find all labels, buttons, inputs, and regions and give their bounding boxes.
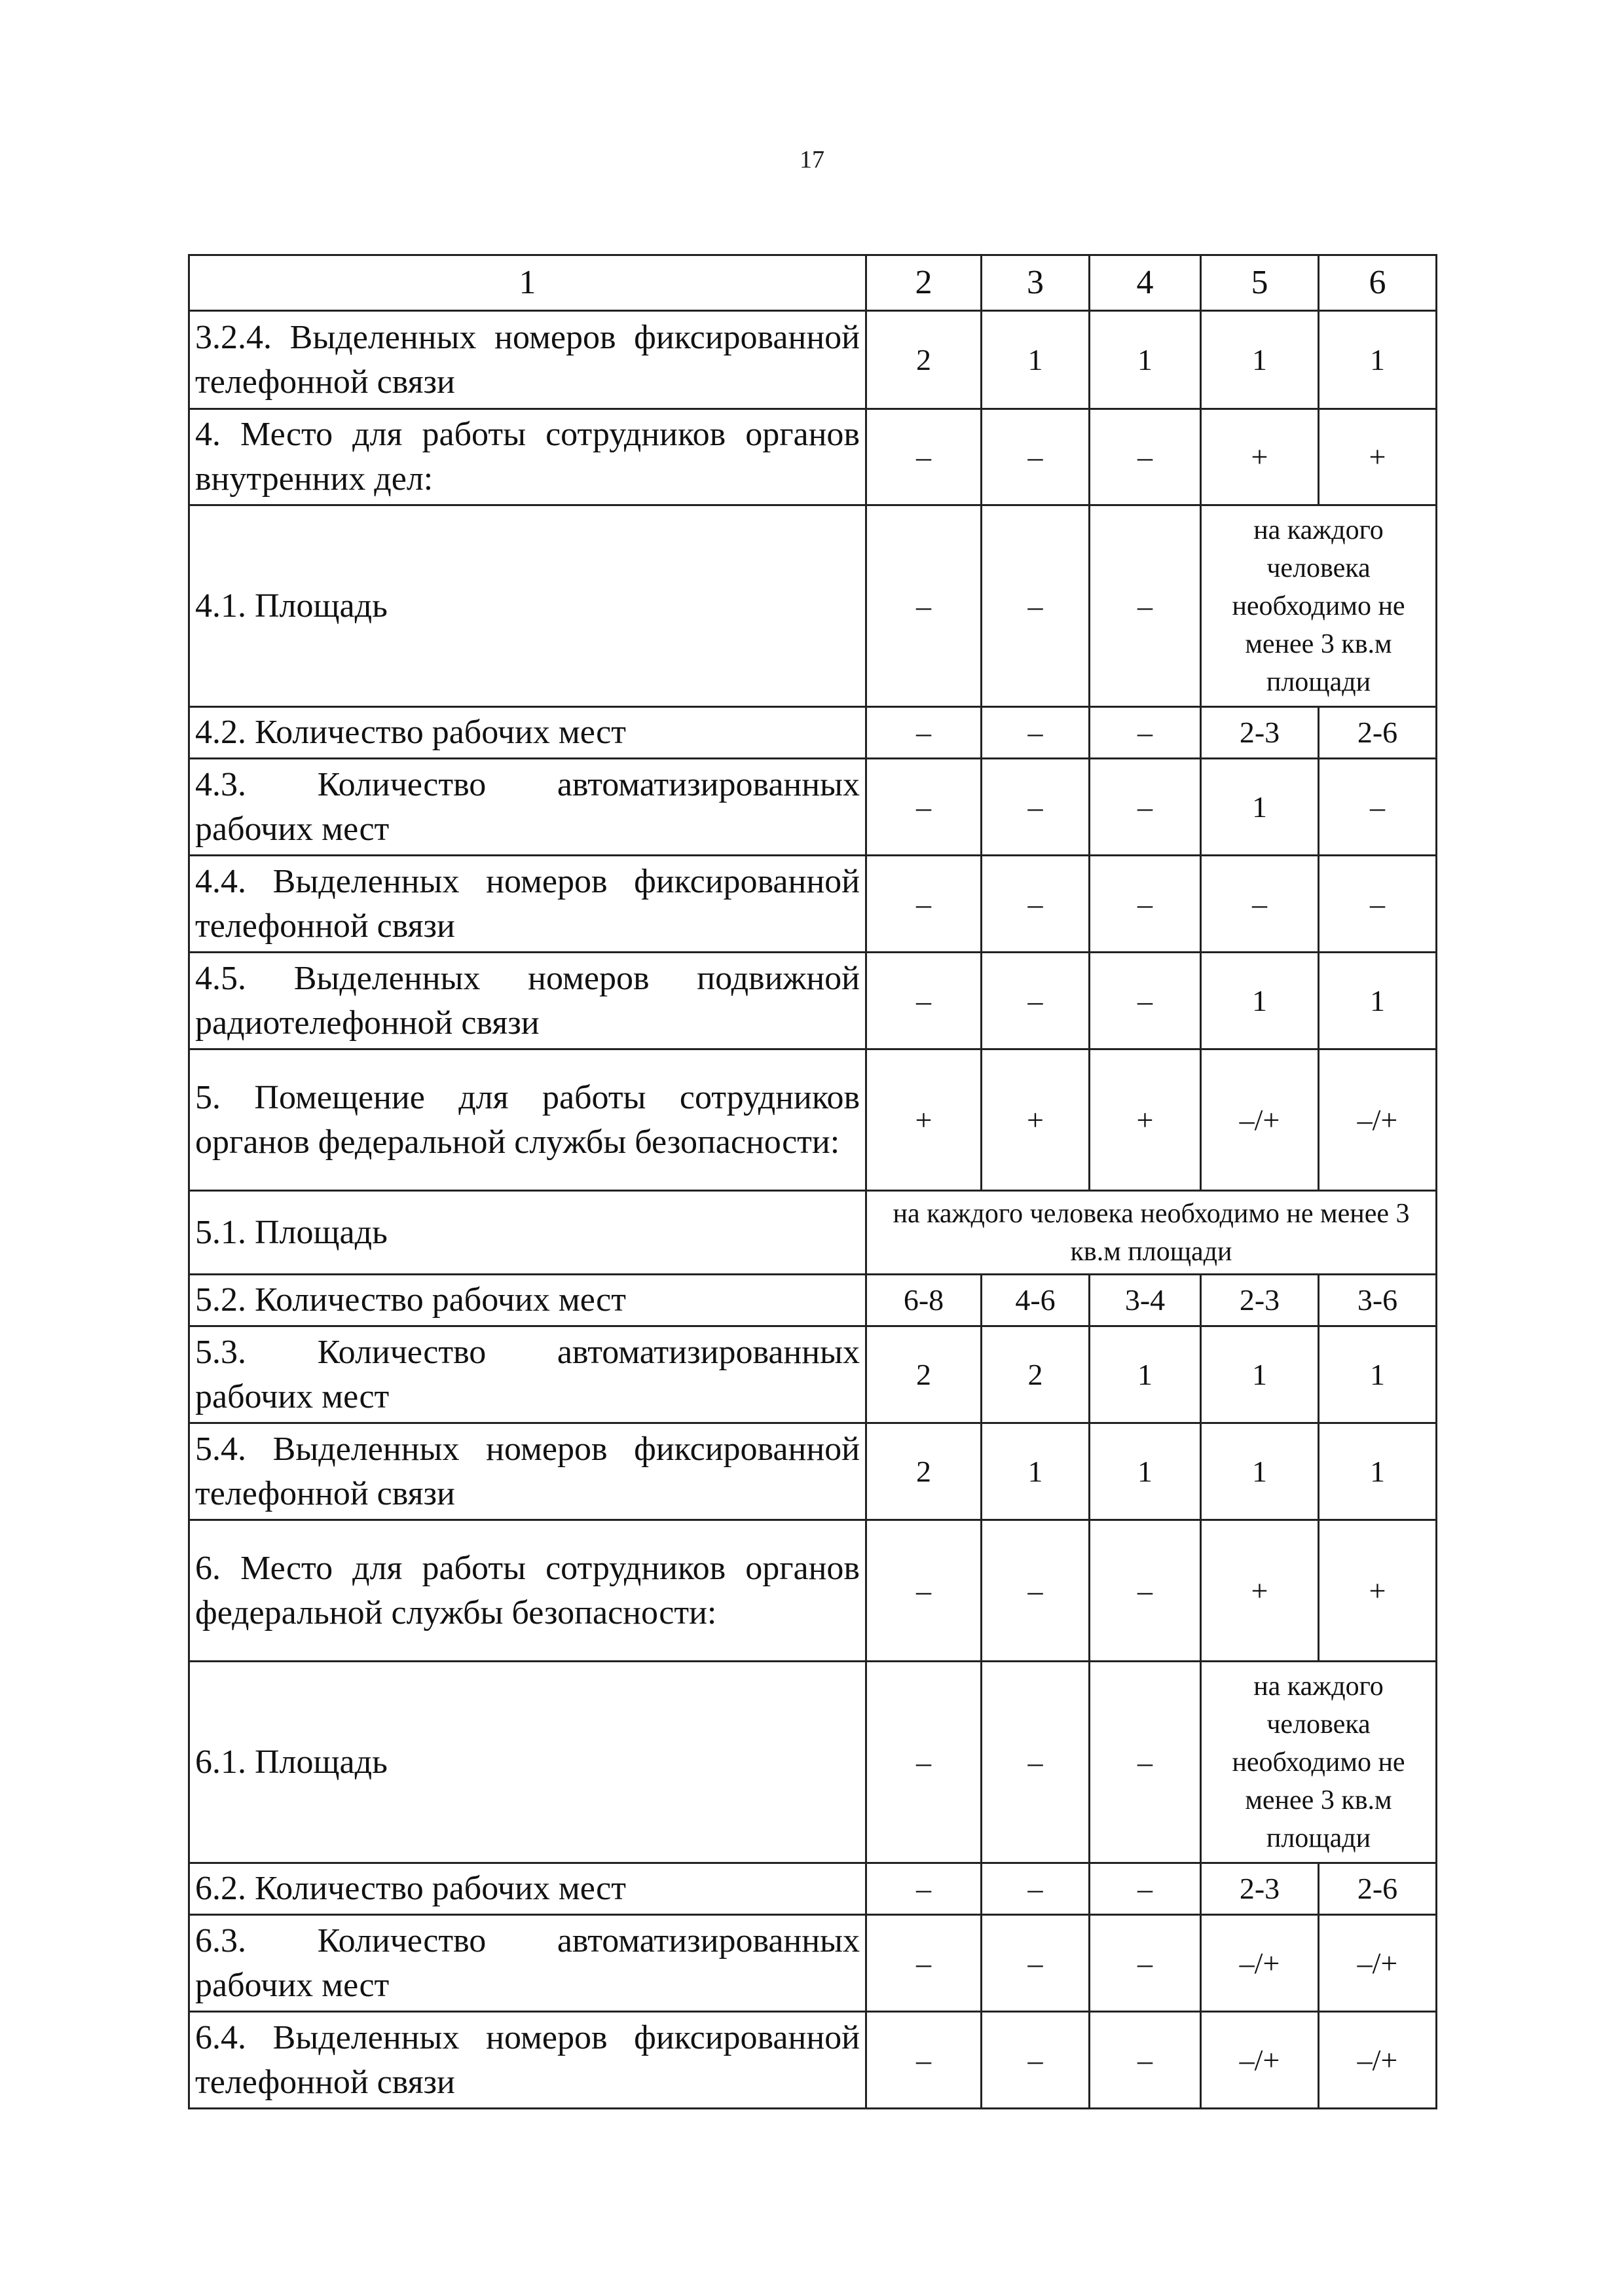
cell: –	[866, 953, 982, 1049]
row-label: 4.5. Выделенных номеров подвижной радиотелефонной связи	[189, 953, 866, 1049]
cell: –	[1090, 1915, 1201, 2012]
cell: 1	[1090, 1423, 1201, 1520]
cell: –	[982, 505, 1090, 707]
cell: 3-4	[1090, 1275, 1201, 1326]
cell: –	[1090, 707, 1201, 759]
column-header: 5	[1201, 255, 1319, 311]
cell: 1	[1090, 1326, 1201, 1423]
table-row	[189, 505, 1437, 707]
table-row	[189, 1662, 1437, 1863]
cell: –	[982, 1915, 1090, 2012]
cell: +	[1319, 409, 1437, 505]
cell: –	[982, 759, 1090, 856]
cell: –	[1090, 759, 1201, 856]
cell: 1	[1201, 759, 1319, 856]
cell: –/+	[1319, 2012, 1437, 2109]
table-row	[189, 2012, 1437, 2109]
merged-note-cell: на каждого человека необходимо не менее 3 кв.м площади	[866, 1191, 1437, 1275]
cell: –	[1319, 856, 1437, 953]
cell: 1	[1090, 311, 1201, 409]
table-row	[189, 953, 1437, 1049]
cell: +	[866, 1049, 982, 1191]
cell: 1	[982, 311, 1090, 409]
cell: –	[1090, 1520, 1201, 1662]
cell: 1	[1201, 1326, 1319, 1423]
cell: –	[982, 1662, 1090, 1863]
cell: –	[866, 856, 982, 953]
cell: 1	[1319, 1326, 1437, 1423]
column-header: 6	[1319, 255, 1437, 311]
cell: 2	[982, 1326, 1090, 1423]
cell: –	[866, 707, 982, 759]
requirements-table	[188, 254, 1437, 2109]
row-label: 6.2. Количество рабочих мест	[189, 1863, 866, 1915]
cell: –	[866, 409, 982, 505]
table-row	[189, 1326, 1437, 1423]
cell: +	[1090, 1049, 1201, 1191]
table-row	[189, 1520, 1437, 1662]
cell: –	[1319, 759, 1437, 856]
cell: –	[1201, 856, 1319, 953]
cell: –/+	[1201, 1049, 1319, 1191]
column-header: 4	[1090, 255, 1201, 311]
row-label: 5.1. Площадь	[189, 1191, 866, 1275]
cell: –	[982, 2012, 1090, 2109]
cell: 4-6	[982, 1275, 1090, 1326]
cell: –	[866, 2012, 982, 2109]
cell: 2	[866, 1326, 982, 1423]
cell: 2-3	[1201, 1275, 1319, 1326]
cell: –	[1090, 505, 1201, 707]
cell: 3-6	[1319, 1275, 1437, 1326]
cell: –	[982, 707, 1090, 759]
cell: –	[1090, 953, 1201, 1049]
table-row	[189, 1191, 1437, 1275]
cell: 2	[866, 1423, 982, 1520]
cell: –	[982, 409, 1090, 505]
column-header: 3	[982, 255, 1090, 311]
table-row	[189, 759, 1437, 856]
cell: 2-6	[1319, 1863, 1437, 1915]
cell: 1	[1201, 953, 1319, 1049]
row-label: 6. Место для работы сотрудников органов федеральной службы безопасности:	[189, 1520, 866, 1662]
cell: +	[982, 1049, 1090, 1191]
cell: –	[866, 1863, 982, 1915]
table-row	[189, 409, 1437, 505]
row-label: 3.2.4. Выделенных номеров фиксированной телефонной связи	[189, 311, 866, 409]
row-label: 6.1. Площадь	[189, 1662, 866, 1863]
cell: 2-6	[1319, 707, 1437, 759]
table-row	[189, 1915, 1437, 2012]
table-header-row	[189, 255, 1437, 311]
row-label: 4. Место для работы сотрудников органов внутренних дел:	[189, 409, 866, 505]
cell: 2-3	[1201, 1863, 1319, 1915]
cell: –	[982, 1863, 1090, 1915]
cell: +	[1201, 1520, 1319, 1662]
table-row	[189, 1275, 1437, 1326]
merged-note-cell: на каждого человека необходимо не менее 3 кв.м площади	[1201, 505, 1437, 707]
cell: 1	[1319, 1423, 1437, 1520]
cell: 1	[1319, 311, 1437, 409]
row-label: 4.4. Выделенных номеров фиксированной телефонной связи	[189, 856, 866, 953]
cell: 2-3	[1201, 707, 1319, 759]
cell: –	[1090, 409, 1201, 505]
cell: 2	[866, 311, 982, 409]
row-label: 4.3. Количество автоматизированных рабочих мест	[189, 759, 866, 856]
cell: 1	[1201, 311, 1319, 409]
table-row	[189, 1423, 1437, 1520]
row-label: 6.3. Количество автоматизированных рабочих мест	[189, 1915, 866, 2012]
cell: –	[1090, 2012, 1201, 2109]
column-header: 1	[189, 255, 866, 311]
cell: 6-8	[866, 1275, 982, 1326]
cell: –	[982, 1520, 1090, 1662]
page-number: 17	[800, 146, 824, 173]
cell: –/+	[1201, 2012, 1319, 2109]
cell: –	[866, 1915, 982, 2012]
cell: +	[1201, 409, 1319, 505]
cell: –	[1090, 1863, 1201, 1915]
cell: –	[1090, 856, 1201, 953]
cell: –	[866, 505, 982, 707]
row-label: 5.4. Выделенных номеров фиксированной телефонной связи	[189, 1423, 866, 1520]
table-row	[189, 1863, 1437, 1915]
cell: –	[866, 1662, 982, 1863]
table-row	[189, 707, 1437, 759]
cell: 1	[1201, 1423, 1319, 1520]
table-row	[189, 1049, 1437, 1191]
cell: –/+	[1319, 1915, 1437, 2012]
row-label: 5.2. Количество рабочих мест	[189, 1275, 866, 1326]
cell: –/+	[1201, 1915, 1319, 2012]
cell: –	[982, 953, 1090, 1049]
row-label: 5.3. Количество автоматизированных рабочих мест	[189, 1326, 866, 1423]
column-header: 2	[866, 255, 982, 311]
row-label: 4.2. Количество рабочих мест	[189, 707, 866, 759]
cell: –	[1090, 1662, 1201, 1863]
cell: –	[982, 856, 1090, 953]
row-label: 5. Помещение для работы сотрудников органов федеральной службы безопасности:	[189, 1049, 866, 1191]
cell: –/+	[1319, 1049, 1437, 1191]
merged-note-cell: на каждого человека необходимо не менее 3 кв.м площади	[1201, 1662, 1437, 1863]
row-label: 4.1. Площадь	[189, 505, 866, 707]
cell: +	[1319, 1520, 1437, 1662]
cell: –	[866, 1520, 982, 1662]
cell: 1	[1319, 953, 1437, 1049]
table-row	[189, 311, 1437, 409]
cell: –	[866, 759, 982, 856]
row-label: 6.4. Выделенных номеров фиксированной телефонной связи	[189, 2012, 866, 2109]
cell: 1	[982, 1423, 1090, 1520]
table-row	[189, 856, 1437, 953]
